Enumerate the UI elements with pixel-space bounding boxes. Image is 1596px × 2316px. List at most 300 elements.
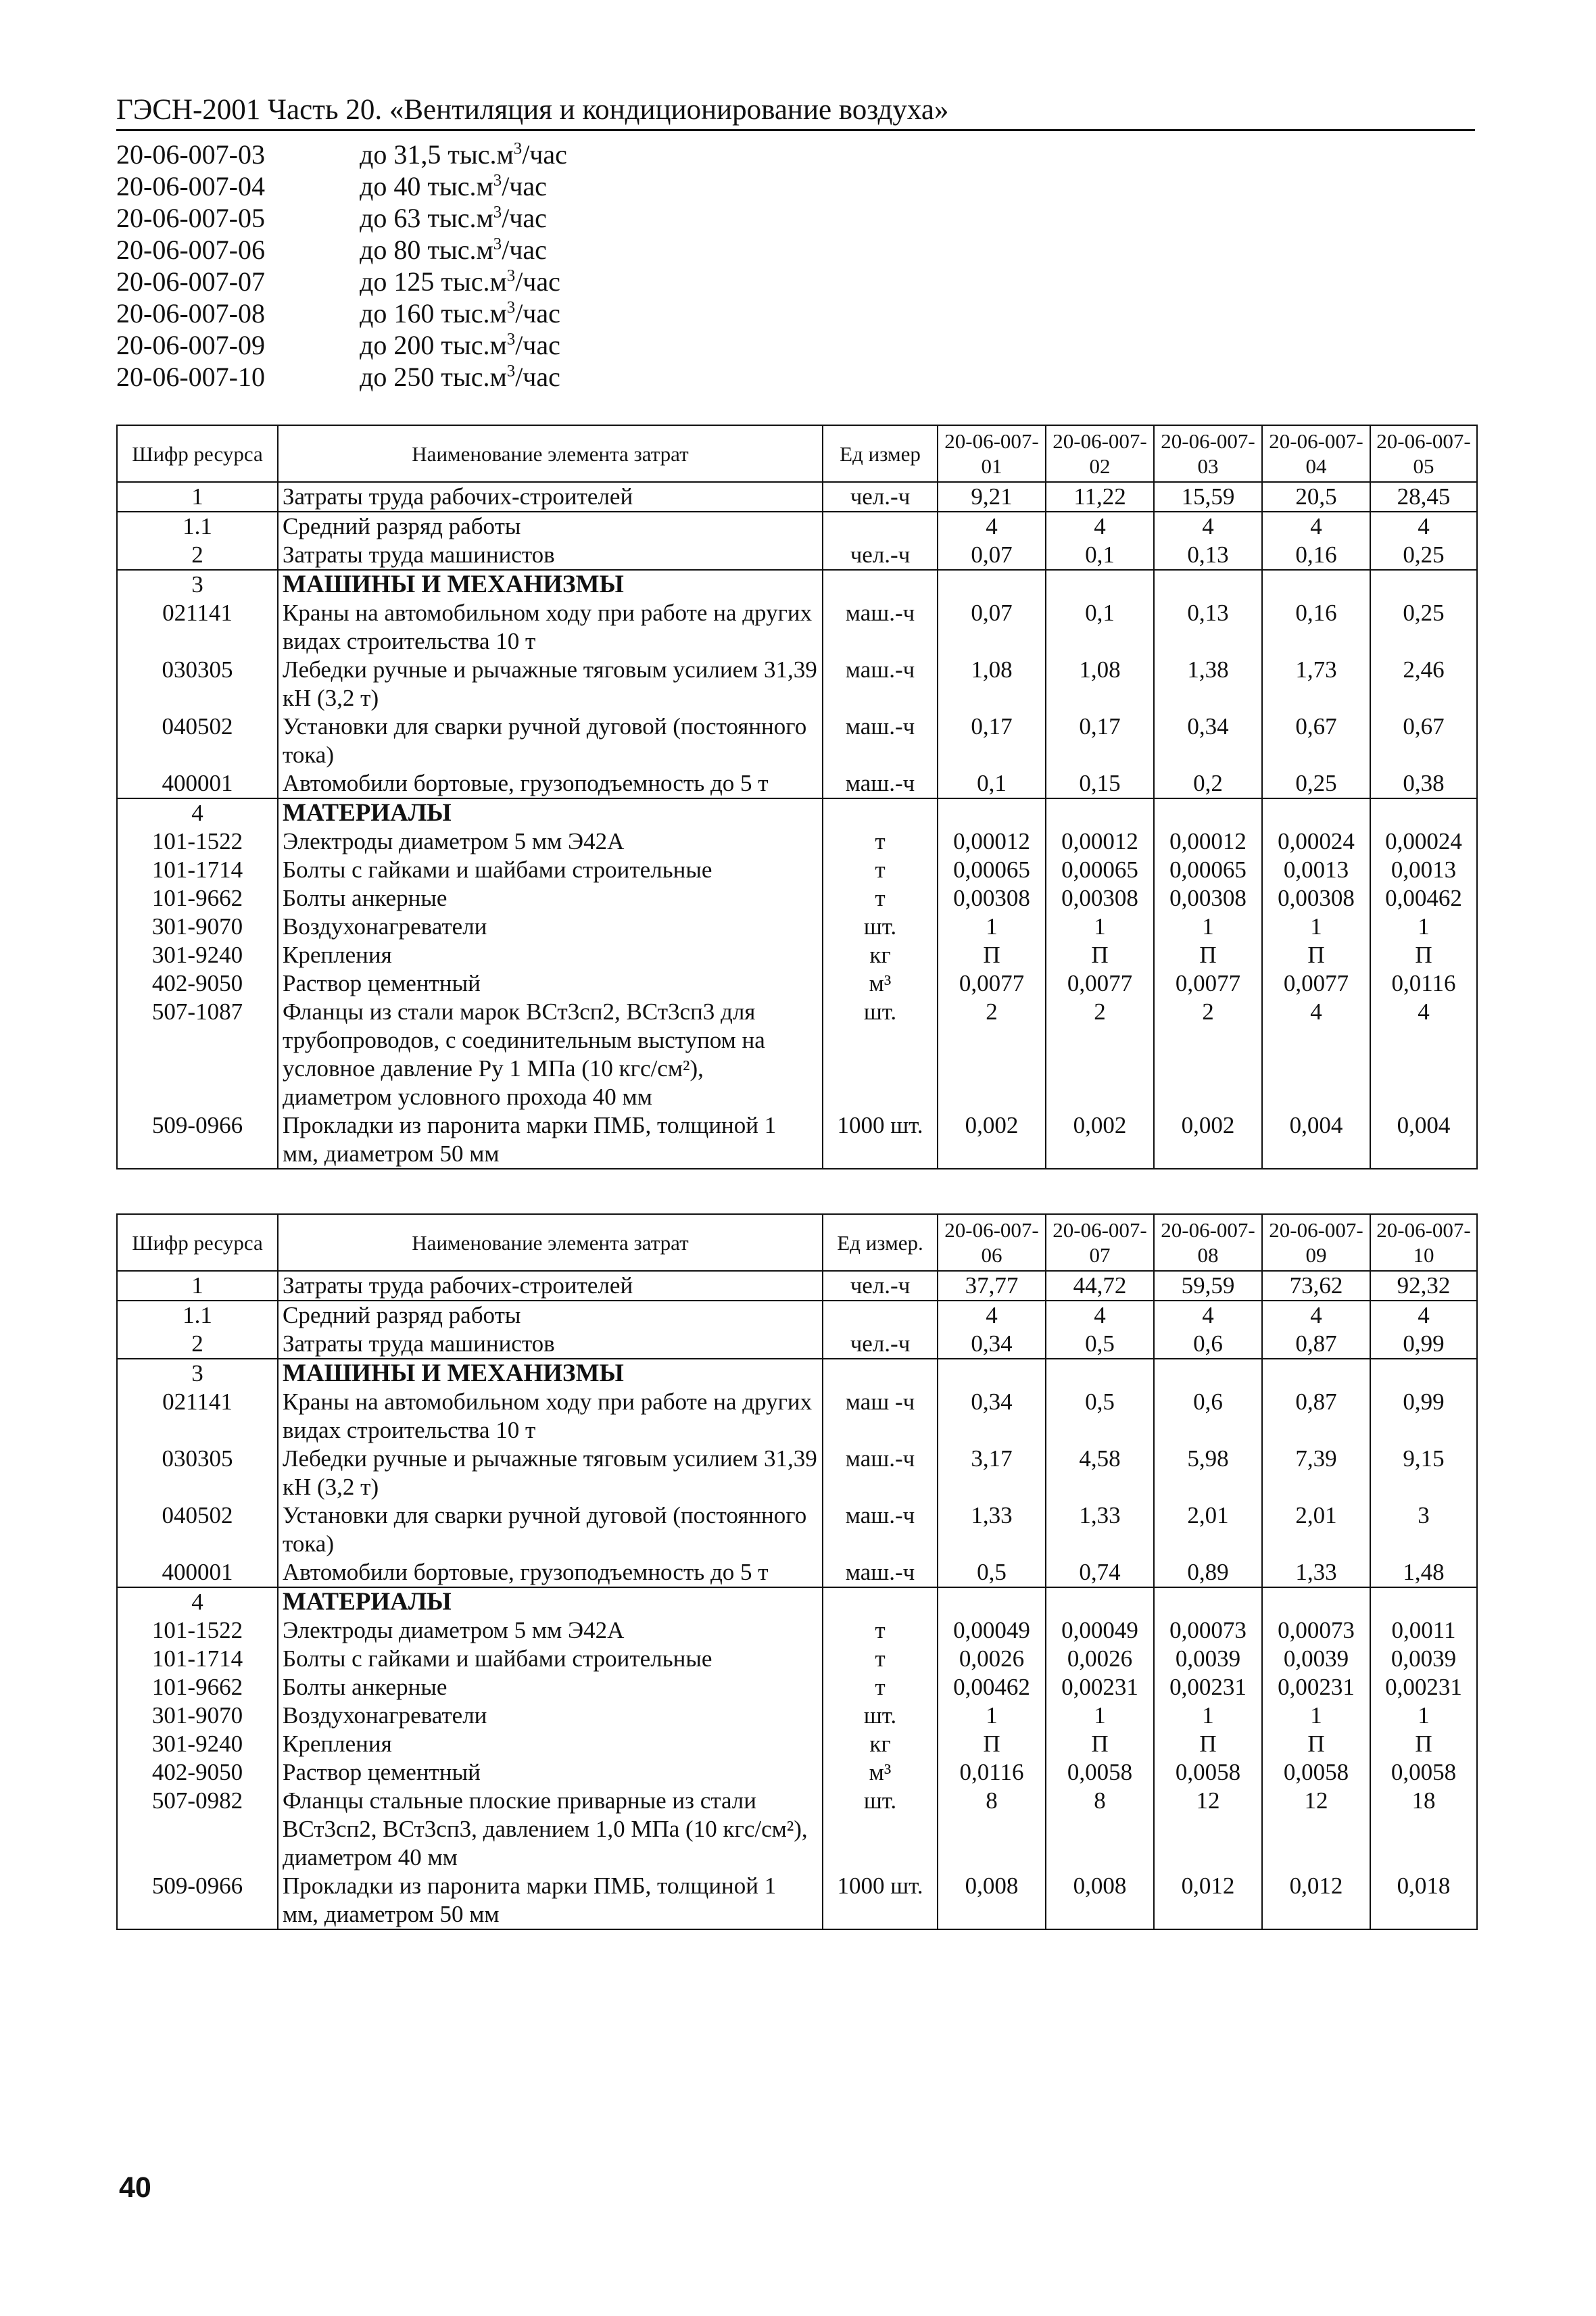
- table-row: [117, 541, 1477, 570]
- row-name: Болты анкерные: [278, 884, 823, 913]
- row-code: 402-9050: [117, 969, 278, 998]
- row-value: 4: [938, 1301, 1046, 1330]
- row-code: 3: [117, 1359, 278, 1388]
- header-name: Наименование элемента затрат: [278, 1214, 823, 1271]
- row-value: 1: [1370, 1702, 1477, 1730]
- row-code: 030305: [117, 656, 278, 713]
- row-unit: чел.-ч: [823, 1271, 938, 1301]
- row-name: Затраты труда рабочих-строителей: [278, 1271, 823, 1301]
- row-value: 0,0116: [938, 1758, 1046, 1787]
- row-value: П: [1370, 1730, 1477, 1758]
- code-list-desc: [360, 202, 547, 234]
- row-unit: т: [823, 856, 938, 884]
- row-value: 0,0026: [1046, 1645, 1154, 1673]
- row-code: 507-0982: [117, 1787, 278, 1872]
- row-name: МАШИНЫ И МЕХАНИЗМЫ: [278, 570, 823, 599]
- row-value: 0,17: [1046, 713, 1154, 769]
- row-name: Средний разряд работы: [278, 1301, 823, 1330]
- row-code: 021141: [117, 599, 278, 656]
- row-value: 28,45: [1370, 482, 1477, 512]
- row-name: Электроды диаметром 5 мм Э42А: [278, 827, 823, 856]
- row-value: [938, 1587, 1046, 1616]
- row-value: 2: [938, 998, 1046, 1111]
- row-value: 1,08: [1046, 656, 1154, 713]
- row-name: Болты анкерные: [278, 1673, 823, 1702]
- header-unit: Ед измер: [823, 425, 938, 482]
- row-value: [938, 1359, 1046, 1388]
- row-code: 101-1522: [117, 827, 278, 856]
- row-value: [1154, 798, 1262, 827]
- row-value: 1: [1370, 913, 1477, 941]
- row-value: 59,59: [1154, 1271, 1262, 1301]
- row-unit: [823, 798, 938, 827]
- row-value: 0,0077: [1046, 969, 1154, 998]
- row-value: 44,72: [1046, 1271, 1154, 1301]
- row-value: 12: [1154, 1787, 1262, 1872]
- row-value: 0,13: [1154, 599, 1262, 656]
- row-value: 1: [1046, 1702, 1154, 1730]
- table-row: [117, 1758, 1477, 1787]
- row-code: 1.1: [117, 512, 278, 541]
- row-name: Болты с гайками и шайбами строительные: [278, 856, 823, 884]
- row-value: 2: [1046, 998, 1154, 1111]
- row-value: П: [1370, 941, 1477, 969]
- row-value: 2,01: [1262, 1501, 1370, 1558]
- table-row: [117, 1111, 1477, 1169]
- table-row: [117, 1616, 1477, 1645]
- header-col-2: 20-06-007-07: [1046, 1214, 1154, 1271]
- row-code: 040502: [117, 1501, 278, 1558]
- code-list-item: [116, 361, 927, 393]
- row-name: Установки для сварки ручной дуговой (постоянного тока): [278, 1501, 823, 1558]
- row-value: [1154, 1359, 1262, 1388]
- row-code: 4: [117, 1587, 278, 1616]
- row-value: 0,00049: [938, 1616, 1046, 1645]
- row-value: 5,98: [1154, 1445, 1262, 1501]
- row-value: [1370, 570, 1477, 599]
- table-row: [117, 482, 1477, 512]
- superscript: 3: [506, 298, 516, 317]
- row-unit: маш.-ч: [823, 599, 938, 656]
- row-code: 101-9662: [117, 1673, 278, 1702]
- row-value: 0,008: [1046, 1872, 1154, 1929]
- row-value: 0,0026: [938, 1645, 1046, 1673]
- row-value: 0,012: [1262, 1872, 1370, 1929]
- row-value: 0,99: [1370, 1388, 1477, 1445]
- code-list-desc: [360, 139, 567, 170]
- row-value: [1370, 798, 1477, 827]
- row-name: Затраты труда рабочих-строителей: [278, 482, 823, 512]
- row-value: 0,00012: [1046, 827, 1154, 856]
- row-unit: маш.-ч: [823, 1445, 938, 1501]
- row-code: 2: [117, 1330, 278, 1359]
- code-list-desc-suffix: /час: [522, 139, 567, 170]
- code-list-desc-suffix: /час: [502, 235, 547, 265]
- row-value: 73,62: [1262, 1271, 1370, 1301]
- header-unit: Ед измер.: [823, 1214, 938, 1271]
- row-value: 0,002: [938, 1111, 1046, 1169]
- row-value: 3: [1370, 1501, 1477, 1558]
- row-value: 0,1: [1046, 541, 1154, 570]
- row-code: 030305: [117, 1445, 278, 1501]
- row-name: Фланцы стальные плоские приварные из стали ВСт3сп2, ВСт3сп3, давлением 1,0 МПа (10 кгс/см²), диаметром 40 мм: [278, 1787, 823, 1872]
- row-value: 0,00049: [1046, 1616, 1154, 1645]
- row-value: 4: [938, 512, 1046, 541]
- row-value: 0,00065: [938, 856, 1046, 884]
- table-row: [117, 1872, 1477, 1929]
- row-value: 0,5: [938, 1558, 1046, 1587]
- row-name: Средний разряд работы: [278, 512, 823, 541]
- row-value: 4: [1370, 1301, 1477, 1330]
- row-value: П: [1046, 1730, 1154, 1758]
- row-code: 509-0966: [117, 1872, 278, 1929]
- row-value: 0,34: [938, 1388, 1046, 1445]
- row-value: 0,004: [1370, 1111, 1477, 1169]
- row-value: [1046, 1587, 1154, 1616]
- code-list-desc-suffix: /час: [515, 266, 560, 297]
- row-unit: [823, 1301, 938, 1330]
- row-code: 040502: [117, 713, 278, 769]
- row-value: 0,00308: [938, 884, 1046, 913]
- code-list-item: [116, 139, 927, 170]
- code-list-desc-suffix: /час: [515, 298, 560, 329]
- row-value: 1: [1262, 913, 1370, 941]
- header-col-2: 20-06-007-02: [1046, 425, 1154, 482]
- row-name: Автомобили бортовые, грузоподъемность до 5 т: [278, 1558, 823, 1587]
- table-row: [117, 713, 1477, 769]
- row-value: 0,00073: [1154, 1616, 1262, 1645]
- row-value: 8: [938, 1787, 1046, 1872]
- header-col-3: 20-06-007-08: [1154, 1214, 1262, 1271]
- row-name: Прокладки из паронита марки ПМБ, толщиной 1 мм, диаметром 50 мм: [278, 1872, 823, 1929]
- row-unit: маш.-ч: [823, 769, 938, 798]
- table-row: [117, 1673, 1477, 1702]
- table-row: [117, 656, 1477, 713]
- table-row: [117, 913, 1477, 941]
- code-list-code: 20-06-007-09: [116, 330, 265, 360]
- code-list-item: [116, 202, 927, 234]
- row-code: 301-9240: [117, 1730, 278, 1758]
- page-header: [116, 93, 1475, 131]
- row-value: 9,15: [1370, 1445, 1477, 1501]
- code-list-desc: [360, 170, 547, 202]
- header-title: ГЭСН-2001 Часть 20. «Вентиляция и кондиционирование воздуха»: [116, 94, 949, 126]
- row-unit: т: [823, 1616, 938, 1645]
- row-value: 0,00231: [1262, 1673, 1370, 1702]
- row-value: 0,6: [1154, 1388, 1262, 1445]
- row-value: 1: [938, 913, 1046, 941]
- row-value: 0,00012: [1154, 827, 1262, 856]
- row-value: 0,0011: [1370, 1616, 1477, 1645]
- table-row: [117, 1271, 1477, 1301]
- row-value: 1,33: [1262, 1558, 1370, 1587]
- table-row: [117, 998, 1477, 1111]
- row-name: Лебедки ручные и рычажные тяговым усилием 31,39 кН (3,2 т): [278, 1445, 823, 1501]
- row-value: 0,34: [938, 1330, 1046, 1359]
- row-value: 0,13: [1154, 541, 1262, 570]
- table-row: [117, 769, 1477, 798]
- code-list-desc-suffix: /час: [515, 330, 560, 360]
- row-unit: маш.-ч: [823, 1501, 938, 1558]
- row-name: Крепления: [278, 941, 823, 969]
- code-list-desc-suffix: /час: [515, 362, 560, 392]
- superscript: 3: [506, 266, 516, 285]
- row-unit: маш.-ч: [823, 713, 938, 769]
- row-value: 0,67: [1370, 713, 1477, 769]
- row-value: 0,00073: [1262, 1616, 1370, 1645]
- code-list-code: 20-06-007-05: [116, 203, 265, 233]
- row-value: 0,00231: [1046, 1673, 1154, 1702]
- row-unit: чел.-ч: [823, 541, 938, 570]
- row-code: 2: [117, 541, 278, 570]
- code-list-desc-text: до 40 тыс.м: [360, 171, 493, 201]
- row-value: 8: [1046, 1787, 1154, 1872]
- superscript: 3: [506, 330, 516, 349]
- row-value: 0,34: [1154, 713, 1262, 769]
- superscript: 3: [506, 362, 516, 381]
- row-value: 0,00308: [1046, 884, 1154, 913]
- row-value: 0,00462: [1370, 884, 1477, 913]
- row-value: 37,77: [938, 1271, 1046, 1301]
- header-col-5: 20-06-007-05: [1370, 425, 1477, 482]
- row-value: 0,0058: [1370, 1758, 1477, 1787]
- row-unit: чел.-ч: [823, 1330, 938, 1359]
- table-row: [117, 941, 1477, 969]
- row-name: Электроды диаметром 5 мм Э42А: [278, 1616, 823, 1645]
- code-list-item: [116, 329, 927, 361]
- code-list-item: [116, 297, 927, 329]
- table-row: [117, 1501, 1477, 1558]
- row-value: 0,25: [1262, 769, 1370, 798]
- row-value: 0,25: [1370, 541, 1477, 570]
- row-value: [938, 570, 1046, 599]
- row-unit: маш -ч: [823, 1388, 938, 1445]
- row-code: 507-1087: [117, 998, 278, 1111]
- table-row: [117, 1445, 1477, 1501]
- row-value: 12: [1262, 1787, 1370, 1872]
- row-value: 0,00065: [1046, 856, 1154, 884]
- row-value: 0,0013: [1262, 856, 1370, 884]
- code-list-code: 20-06-007-04: [116, 171, 265, 201]
- row-unit: [823, 570, 938, 599]
- row-unit: шт.: [823, 913, 938, 941]
- row-code: 1: [117, 1271, 278, 1301]
- table-row: [117, 856, 1477, 884]
- row-value: 0,6: [1154, 1330, 1262, 1359]
- row-value: П: [938, 1730, 1046, 1758]
- row-unit: т: [823, 827, 938, 856]
- row-value: 92,32: [1370, 1271, 1477, 1301]
- row-value: П: [1154, 1730, 1262, 1758]
- table-row: [117, 1645, 1477, 1673]
- table-row: [117, 512, 1477, 541]
- row-value: 9,21: [938, 482, 1046, 512]
- superscript: 3: [493, 235, 502, 254]
- row-code: 101-1714: [117, 856, 278, 884]
- code-list-desc-suffix: /час: [502, 171, 547, 201]
- row-unit: [823, 512, 938, 541]
- row-value: 1: [1154, 913, 1262, 941]
- row-value: 1: [938, 1702, 1046, 1730]
- row-value: 0,16: [1262, 599, 1370, 656]
- row-value: [1262, 798, 1370, 827]
- row-name: Автомобили бортовые, грузоподъемность до 5 т: [278, 769, 823, 798]
- code-list-item: [116, 170, 927, 202]
- table-row: [117, 1359, 1477, 1388]
- row-name: Затраты труда машинистов: [278, 541, 823, 570]
- row-value: 0,89: [1154, 1558, 1262, 1587]
- row-unit: чел.-ч: [823, 482, 938, 512]
- row-value: 2,46: [1370, 656, 1477, 713]
- row-value: 0,0058: [1154, 1758, 1262, 1787]
- row-value: 11,22: [1046, 482, 1154, 512]
- row-value: 20,5: [1262, 482, 1370, 512]
- row-value: 4: [1370, 998, 1477, 1111]
- row-value: 0,0039: [1370, 1645, 1477, 1673]
- row-value: [1262, 1587, 1370, 1616]
- row-unit: шт.: [823, 998, 938, 1111]
- row-value: 3,17: [938, 1445, 1046, 1501]
- row-value: 0,99: [1370, 1330, 1477, 1359]
- row-name: МАШИНЫ И МЕХАНИЗМЫ: [278, 1359, 823, 1388]
- row-name: Затраты труда машинистов: [278, 1330, 823, 1359]
- code-list-code: 20-06-007-08: [116, 298, 265, 329]
- row-value: [1046, 570, 1154, 599]
- code-list-code: 20-06-007-03: [116, 139, 265, 170]
- row-unit: маш.-ч: [823, 1558, 938, 1587]
- code-list-desc: [360, 266, 560, 297]
- row-value: 0,008: [938, 1872, 1046, 1929]
- row-value: [1262, 570, 1370, 599]
- row-value: 1,48: [1370, 1558, 1477, 1587]
- row-value: 0,002: [1154, 1111, 1262, 1169]
- row-name: Болты с гайками и шайбами строительные: [278, 1645, 823, 1673]
- row-unit: 1000 шт.: [823, 1872, 938, 1929]
- row-value: 0,0058: [1046, 1758, 1154, 1787]
- row-code: 3: [117, 570, 278, 599]
- row-value: 0,38: [1370, 769, 1477, 798]
- row-unit: т: [823, 1645, 938, 1673]
- row-value: 7,39: [1262, 1445, 1370, 1501]
- row-value: 1,73: [1262, 656, 1370, 713]
- row-code: 402-9050: [117, 1758, 278, 1787]
- header-col-4: 20-06-007-09: [1262, 1214, 1370, 1271]
- row-unit: т: [823, 884, 938, 913]
- row-code: 101-1522: [117, 1616, 278, 1645]
- row-code: 400001: [117, 769, 278, 798]
- row-value: 1: [1262, 1702, 1370, 1730]
- row-code: 4: [117, 798, 278, 827]
- row-value: 0,87: [1262, 1330, 1370, 1359]
- row-value: 0,74: [1046, 1558, 1154, 1587]
- row-name: Установки для сварки ручной дуговой (постоянного тока): [278, 713, 823, 769]
- header-col-1: 20-06-007-01: [938, 425, 1046, 482]
- row-value: 0,00065: [1154, 856, 1262, 884]
- superscript: 3: [513, 139, 523, 158]
- table-row: [117, 1330, 1477, 1359]
- row-value: 0,018: [1370, 1872, 1477, 1929]
- resource-table-2: [116, 1213, 1478, 1930]
- row-value: П: [1046, 941, 1154, 969]
- row-value: П: [1154, 941, 1262, 969]
- table-row: [117, 1702, 1477, 1730]
- table-row: [117, 1558, 1477, 1587]
- row-value: 4: [1154, 1301, 1262, 1330]
- row-name: Крепления: [278, 1730, 823, 1758]
- row-name: Лебедки ручные и рычажные тяговым усилием 31,39 кН (3,2 т): [278, 656, 823, 713]
- code-list-desc-text: до 250 тыс.м: [360, 362, 507, 392]
- row-value: 0,0013: [1370, 856, 1477, 884]
- row-value: 0,16: [1262, 541, 1370, 570]
- row-value: 0,00231: [1370, 1673, 1477, 1702]
- row-value: 0,00012: [938, 827, 1046, 856]
- row-value: 4: [1046, 1301, 1154, 1330]
- row-value: 0,0039: [1262, 1645, 1370, 1673]
- code-list-desc-text: до 200 тыс.м: [360, 330, 507, 360]
- table-row: [117, 1388, 1477, 1445]
- row-value: 0,00024: [1262, 827, 1370, 856]
- row-value: 0,2: [1154, 769, 1262, 798]
- row-value: 1,08: [938, 656, 1046, 713]
- row-value: П: [938, 941, 1046, 969]
- header-col-3: 20-06-007-03: [1154, 425, 1262, 482]
- row-value: 0,1: [938, 769, 1046, 798]
- row-value: 0,0058: [1262, 1758, 1370, 1787]
- row-value: 1: [1154, 1702, 1262, 1730]
- row-value: 0,00308: [1262, 884, 1370, 913]
- row-value: 0,00024: [1370, 827, 1477, 856]
- row-code: 301-9070: [117, 913, 278, 941]
- row-code: 101-1714: [117, 1645, 278, 1673]
- code-list-item: [116, 234, 927, 266]
- row-value: 0,0077: [1262, 969, 1370, 998]
- code-list-desc-suffix: /час: [502, 203, 547, 233]
- row-value: 0,5: [1046, 1388, 1154, 1445]
- header-name: Наименование элемента затрат: [278, 425, 823, 482]
- row-value: П: [1262, 941, 1370, 969]
- row-unit: м³: [823, 969, 938, 998]
- code-list-desc: [360, 297, 560, 329]
- code-list-desc-text: до 160 тыс.м: [360, 298, 507, 329]
- row-value: 2,01: [1154, 1501, 1262, 1558]
- row-name: Прокладки из паронита марки ПМБ, толщиной 1 мм, диаметром 50 мм: [278, 1111, 823, 1169]
- table-row: [117, 884, 1477, 913]
- header-code: Шифр ресурса: [117, 1214, 278, 1271]
- row-code: 509-0966: [117, 1111, 278, 1169]
- page-number: 40: [119, 2171, 151, 2204]
- table-row: [117, 969, 1477, 998]
- row-value: П: [1262, 1730, 1370, 1758]
- code-list-desc-text: до 125 тыс.м: [360, 266, 507, 297]
- row-value: 0,17: [938, 713, 1046, 769]
- row-value: [1046, 1359, 1154, 1388]
- row-value: 1,33: [938, 1501, 1046, 1558]
- row-name: МАТЕРИАЛЫ: [278, 798, 823, 827]
- row-value: 4: [1262, 512, 1370, 541]
- row-code: 400001: [117, 1558, 278, 1587]
- row-value: 4: [1370, 512, 1477, 541]
- row-value: 4: [1262, 998, 1370, 1111]
- row-code: 021141: [117, 1388, 278, 1445]
- code-list-code: 20-06-007-06: [116, 235, 265, 265]
- code-list-desc-text: до 80 тыс.м: [360, 235, 493, 265]
- row-value: 0,0077: [938, 969, 1046, 998]
- table-row: [117, 599, 1477, 656]
- row-value: 0,25: [1370, 599, 1477, 656]
- row-value: 0,0039: [1154, 1645, 1262, 1673]
- row-value: 0,00231: [1154, 1673, 1262, 1702]
- row-value: 4,58: [1046, 1445, 1154, 1501]
